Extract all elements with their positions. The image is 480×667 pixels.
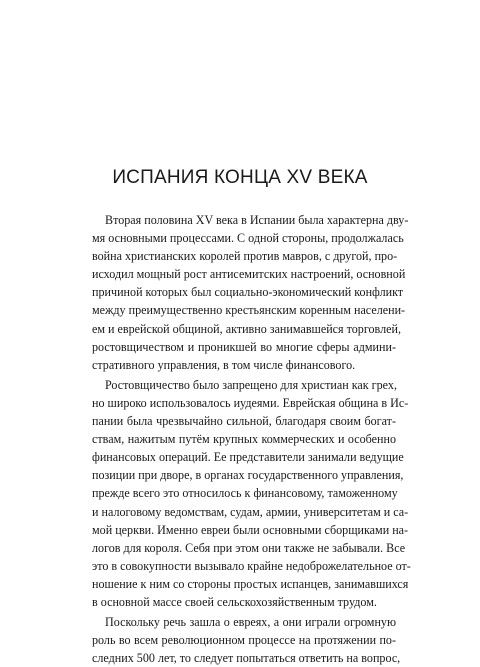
paragraph-2: [92, 376, 411, 611]
text-line: ствам, нажитым путём крупных коммерческих и особенно: [92, 432, 396, 447]
text-line: прежде всего это относилось к финансовому, таможенному: [92, 486, 398, 501]
text-line: это в совокупности вызывало крайне недоброжелательное от-: [92, 558, 411, 573]
text-line: позиции при дворе, в органах государственного управления,: [92, 468, 404, 483]
text-line: в основной массе своей сельскохозяйственным трудом.: [92, 594, 377, 609]
text-line: ем и еврейской общиной, активно занимавшейся торговлей,: [92, 321, 402, 336]
text-line: война христианских королей против мавров, с другой, про-: [92, 249, 398, 264]
text-line: стративного управления, в том числе финансового.: [92, 357, 356, 372]
text-line: пании была чрезвычайно сильной, благодаря своим богат-: [92, 414, 396, 429]
text-line: ростовщичеством и проникшей во многие сферы админи-: [92, 339, 396, 354]
text-line: Вторая половина XV века в Испании была характерна дву-: [105, 213, 409, 227]
text-line: следних 500 лет, то следует попытаться ответить на вопрос,: [92, 651, 401, 666]
text-line: мя основными процессами. С одной стороны, продолжалась: [92, 231, 404, 246]
body-text: [92, 211, 411, 667]
text-line: между преимущественно крестьянским коренным населени-: [92, 303, 406, 318]
text-line: и налоговому ведомствам, судам, армии, университетам и са-: [92, 504, 409, 519]
chapter-title: ИСПАНИЯ КОНЦА XV ВЕКА: [112, 167, 368, 188]
text-line: Поскольку речь зашла о евреях, а они играли огромную: [105, 615, 396, 630]
text-line: причиной которых был социально-экономический конфликт: [92, 285, 404, 300]
text-line: но широко использовалось иудеями. Еврейская община в Ис-: [92, 395, 409, 410]
text-line: мой церкви. Именно евреи были основными сборщиками на-: [92, 522, 409, 537]
text-line: исходил мощный рост антисемитских настроений, основной: [92, 267, 406, 282]
paragraph-3: [92, 613, 401, 667]
text-line: роль во всем революционном процессе на протяжении по-: [92, 633, 396, 648]
text-line: финансовых операций. Ее представители занимали ведущие: [92, 450, 404, 465]
text-line: логов для короля. Себя при этом они также не забывали. Все: [92, 540, 406, 555]
text-line: ношение к ним со стороны простых испанцев, занимавшихся: [92, 576, 409, 591]
text-line: Ростовщичество было запрещено для христиан как грех,: [105, 377, 397, 392]
paragraph-1: [92, 211, 409, 374]
